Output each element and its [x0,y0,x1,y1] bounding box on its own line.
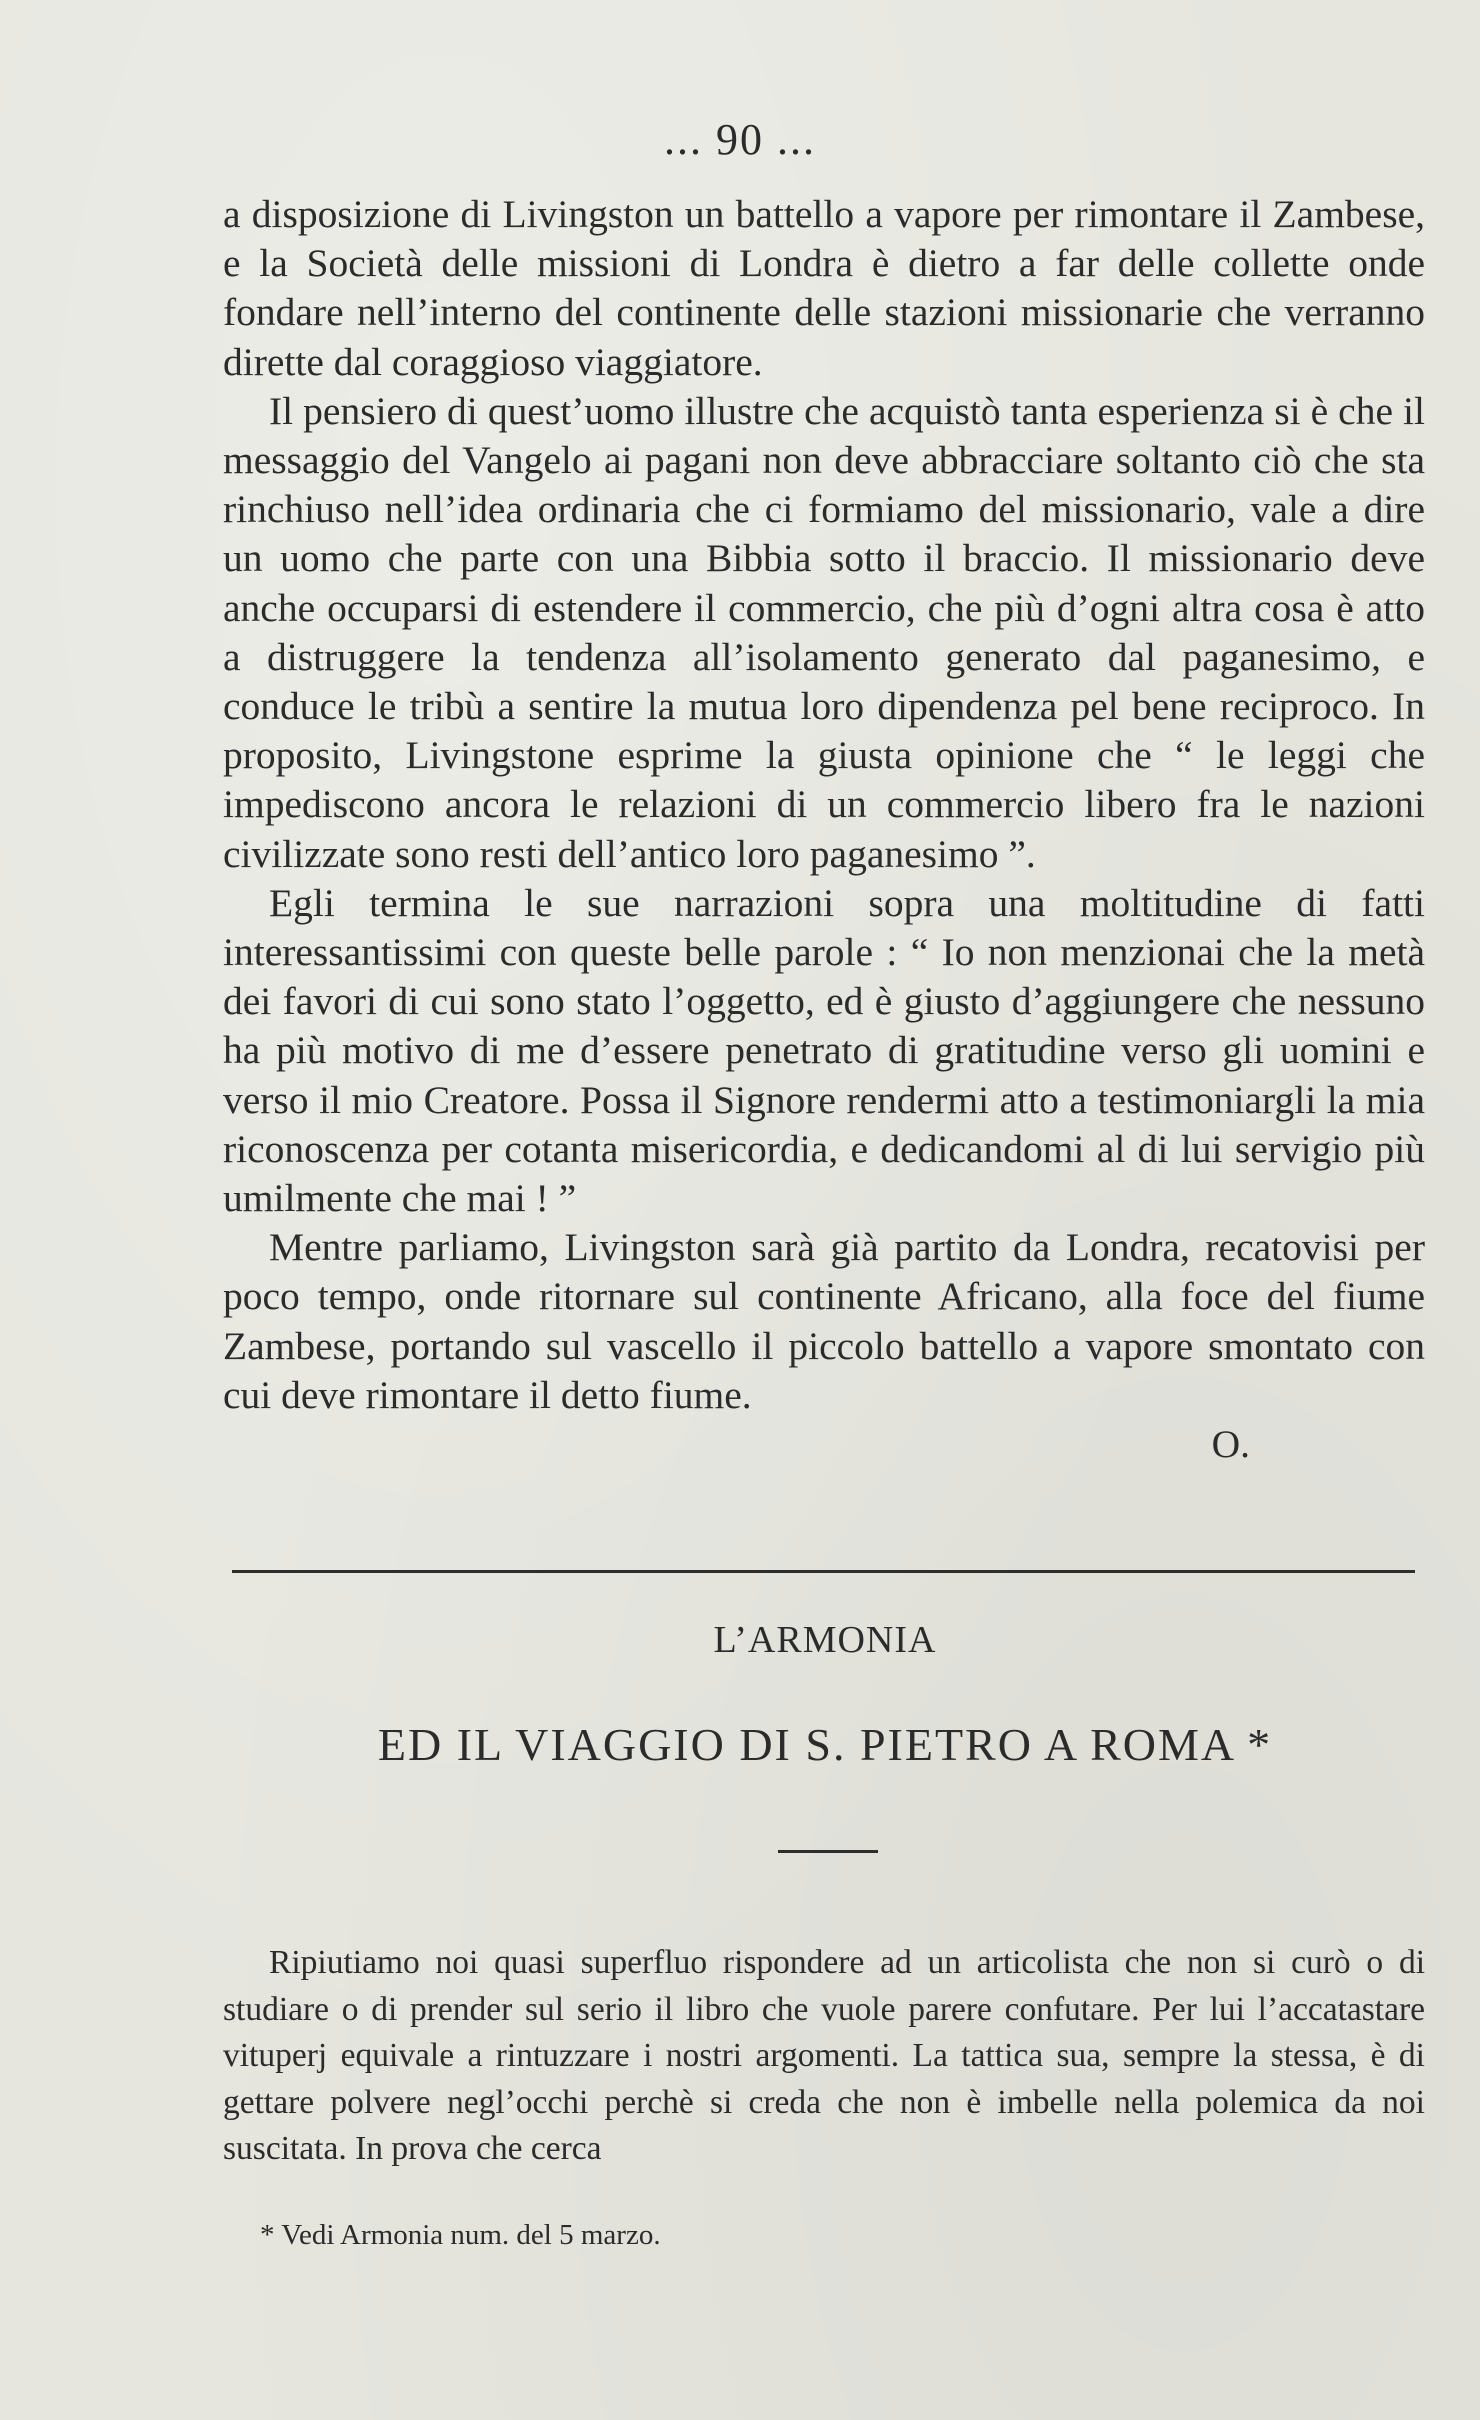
paragraph: Egli termina le sue narrazioni sopra una moltitudine di fatti interessantissimi con queste belle parole : “ Io non menzionai che la metà dei favori di cui sono stato l’oggetto, ed è giusto d’aggiungere che nessuno ha più motivo di me d’essere penetrato di gratitudine verso gli uomini e verso il mio Creatore. Possa il Signore rendermi atto a testimoniargli la mia riconoscenza per cotanta misericordia, e dedicandomi al di lui servigio più umilmente che mai ! ” [223,880,1425,1221]
article-title: ED IL VIAGGIO DI S. PIETRO A ROMA * [377,1719,1273,1770]
paragraph-continuation: a disposizione di Livingston un battello a vapore per rimontare il Zambese, e la Società delle missioni di Londra è dietro a far delle collette onde fondare nell’interno del continente delle stazioni missionarie che verranno dirette dal coraggioso viaggiatore. [223,192,1425,384]
article-text [223,1940,1425,2173]
paragraph: Ripiutiamo noi quasi superfluo rispondere ad un articolista che non si curò o di studiare o di prender sul serio il libro che vuole parere confutare. Per lui l’accatastare vituperj equivale a rintuzzare i nostri argomenti. La tattica sua, sempre la stessa, è di gettare polvere negl’occhi perchè si creda che non è imbelle nella polemica da noi suscitata. In prova che cerca [223,1944,1425,2167]
page-number: ... 90 ... [664,115,816,164]
author-signature: O. [1211,1422,1250,1467]
paragraph: Mentre parliamo, Livingston sarà già partito da Londra, recatovisi per poco tempo, onde ritornare sul continente Africano, alla foce del fiume Zambese, portando sul vascello il piccolo battello a vapore smontato con cui deve rimontare il detto fiume. [223,1225,1425,1417]
section-divider [232,1570,1415,1573]
footnote: * Vedi Armonia num. del 5 marzo. [260,2219,661,2251]
main-text [223,190,1425,1469]
title-rule [778,1850,878,1853]
article-heading-small: L’ARMONIA [713,1619,937,1661]
paragraph: Il pensiero di quest’uomo illustre che acquistò tanta esperienza si è che il messaggio del Vangelo ai pagani non deve abbracciare soltanto ciò che sta rinchiuso nell’idea ordinaria che ci formiamo del missionario, vale a dire un uomo che parte con una Bibbia sotto il braccio. Il missionario deve anche occuparsi di estendere il commercio, che più d’ogni altra cosa è atto a distruggere la tendenza all’isolamento generato dal paganesimo, e conduce le tribù a sentire la mutua loro dipendenza pel bene reciproco. In proposito, Livingstone esprime la giusta opinione che “ le leggi che impediscono ancora le relazioni di un commercio libero fra le nazioni civilizzate sono resti dell’antico loro paganesimo ”. [223,388,1425,876]
